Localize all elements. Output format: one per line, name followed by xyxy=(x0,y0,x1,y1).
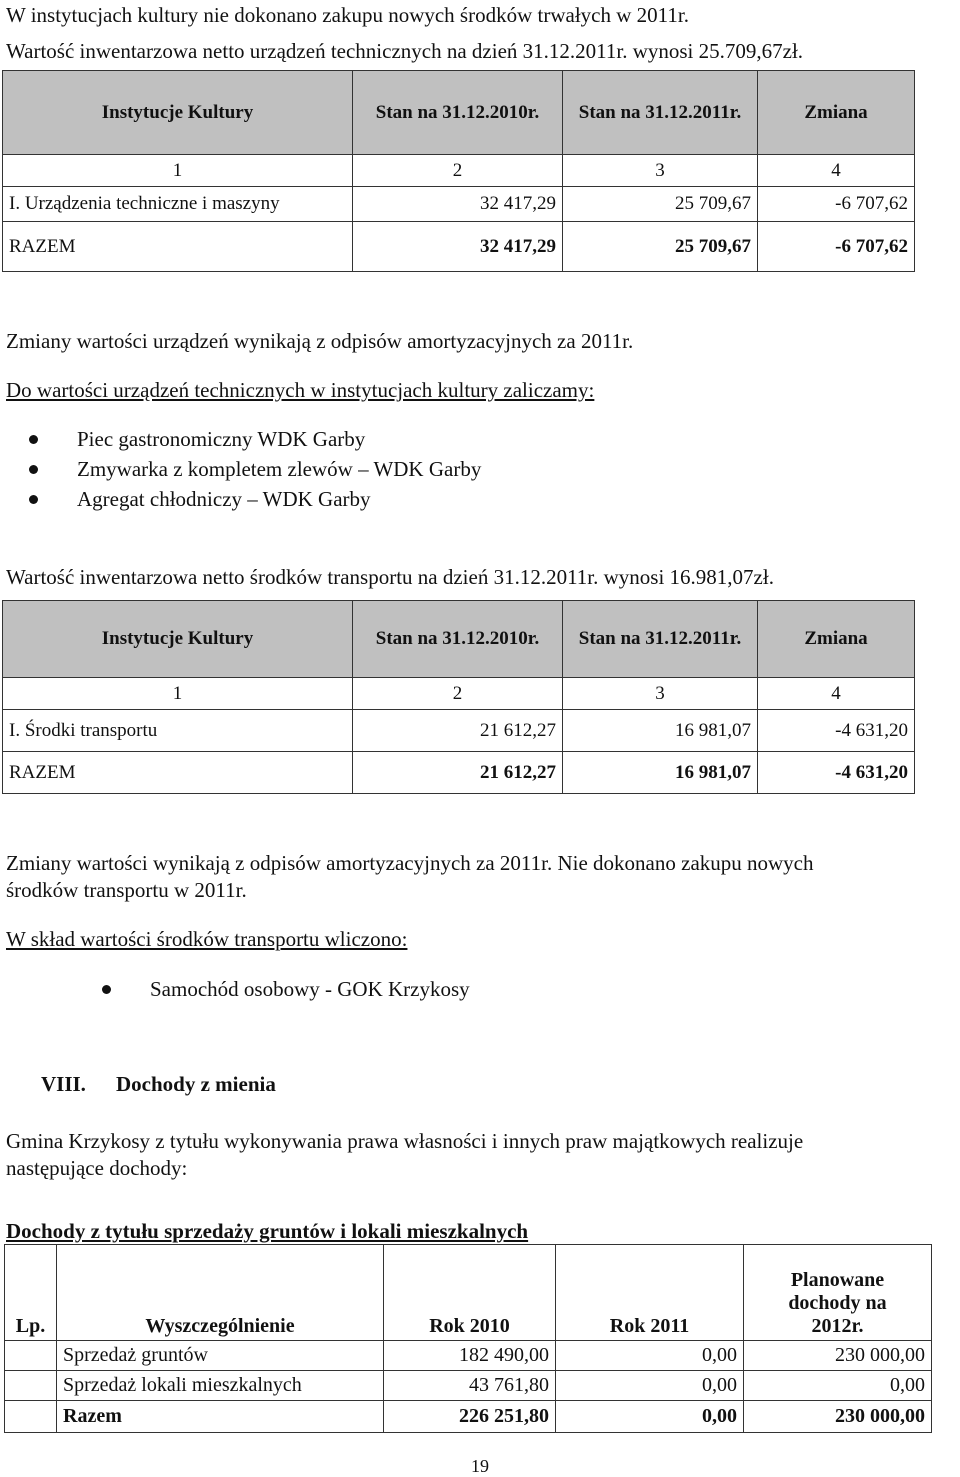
list-heading-transport: W skład wartości środków transportu wliczono: xyxy=(6,927,408,951)
table-total-row xyxy=(3,222,915,272)
list-item: Zmywarka z kompletem zlewów – WDK Garby xyxy=(77,456,481,486)
total-label: Razem xyxy=(57,1401,384,1433)
total-value: -6 707,62 xyxy=(758,222,915,272)
table-caption: Dochody z tytułu sprzedaży gruntów i lokali mieszkalnych xyxy=(6,1219,529,1243)
list-heading-devices: Do wartości urządzeń technicznych w instytucjach kultury zaliczamy: xyxy=(6,378,595,402)
row-value: 32 417,29 xyxy=(353,187,563,222)
header-state-2011: Stan na 31.12.2011r. xyxy=(563,601,758,678)
row-label: Sprzedaż gruntów xyxy=(57,1341,384,1371)
table-header-row xyxy=(3,601,915,678)
header-change: Zmiana xyxy=(758,71,915,155)
col-number: 2 xyxy=(353,155,563,187)
intro-line-1: W instytucjach kultury nie dokonano zakupu nowych środków trwałych w 2011r. xyxy=(6,3,689,27)
list-transport xyxy=(150,976,470,1006)
header-institutions: Instytucje Kultury xyxy=(3,71,353,155)
section-number: VIII. xyxy=(41,1072,86,1096)
table-header-row xyxy=(3,71,915,155)
row-value: 230 000,00 xyxy=(744,1341,932,1371)
col-number: 2 xyxy=(353,678,563,710)
total-label: RAZEM xyxy=(3,752,353,794)
list-item: Piec gastronomiczny WDK Garby xyxy=(77,426,481,456)
total-value: 32 417,29 xyxy=(353,222,563,272)
row-value: 16 981,07 xyxy=(563,710,758,752)
col-number: 3 xyxy=(563,155,758,187)
intro-line-2: Wartość inwentarzowa netto urządzeń technicznych na dzień 31.12.2011r. wynosi 25.709,67zł. xyxy=(6,39,804,63)
table-total-row xyxy=(3,752,915,794)
col-number: 4 xyxy=(758,155,915,187)
table-row xyxy=(5,1341,932,1371)
row-value: 182 490,00 xyxy=(384,1341,556,1371)
bullet-icon xyxy=(29,465,38,474)
row-label: Sprzedaż lokali mieszkalnych xyxy=(57,1371,384,1401)
bullet-icon xyxy=(102,985,111,994)
paragraph-income-2: następujące dochody: xyxy=(6,1156,188,1180)
paragraph-depreciation: Zmiany wartości urządzeń wynikają z odpisów amortyzacyjnych za 2011r. xyxy=(6,329,634,353)
bullet-icon xyxy=(29,435,38,444)
row-value: -4 631,20 xyxy=(758,710,915,752)
header-description: Wyszczególnienie xyxy=(57,1245,384,1341)
row-lp xyxy=(5,1341,57,1371)
bullet-icon xyxy=(29,495,38,504)
section-title: Dochody z mienia xyxy=(116,1072,276,1096)
table-number-row xyxy=(3,155,915,187)
table-income xyxy=(4,1244,932,1433)
total-lp xyxy=(5,1401,57,1433)
total-value: 21 612,27 xyxy=(353,752,563,794)
table-row xyxy=(5,1371,932,1401)
table-total-row xyxy=(5,1401,932,1433)
row-value: 43 761,80 xyxy=(384,1371,556,1401)
list-item: Agregat chłodniczy – WDK Garby xyxy=(77,486,481,516)
header-year-2011: Rok 2011 xyxy=(556,1245,744,1341)
header-year-2010: Rok 2010 xyxy=(384,1245,556,1341)
table-transport xyxy=(2,600,915,794)
row-value: 0,00 xyxy=(556,1341,744,1371)
header-change: Zmiana xyxy=(758,601,915,678)
col-number: 3 xyxy=(563,678,758,710)
col-number: 4 xyxy=(758,678,915,710)
table-devices xyxy=(2,70,915,272)
total-value: 226 251,80 xyxy=(384,1401,556,1433)
total-value: -4 631,20 xyxy=(758,752,915,794)
table-row xyxy=(3,710,915,752)
paragraph-transport-changes-1: Zmiany wartości wynikają z odpisów amortyzacyjnych za 2011r. Nie dokonano zakupu nowych xyxy=(6,851,814,875)
total-value: 230 000,00 xyxy=(744,1401,932,1433)
row-value: 0,00 xyxy=(556,1371,744,1401)
paragraph-transport-changes-2: środków transportu w 2011r. xyxy=(6,878,247,902)
list-devices xyxy=(77,426,481,516)
table-row xyxy=(3,187,915,222)
header-lp: Lp. xyxy=(5,1245,57,1341)
row-label: I. Urządzenia techniczne i maszyny xyxy=(3,187,353,222)
col-number: 1 xyxy=(3,155,353,187)
paragraph-income-1: Gmina Krzykosy z tytułu wykonywania prawa własności i innych praw majątkowych realizuje xyxy=(6,1129,804,1153)
total-value: 16 981,07 xyxy=(563,752,758,794)
total-label: RAZEM xyxy=(3,222,353,272)
row-lp xyxy=(5,1371,57,1401)
row-value: 21 612,27 xyxy=(353,710,563,752)
row-value: 0,00 xyxy=(744,1371,932,1401)
header-state-2011: Stan na 31.12.2011r. xyxy=(563,71,758,155)
header-institutions: Instytucje Kultury xyxy=(3,601,353,678)
row-value: 25 709,67 xyxy=(563,187,758,222)
col-number: 1 xyxy=(3,678,353,710)
table-number-row xyxy=(3,678,915,710)
paragraph-transport-value: Wartość inwentarzowa netto środków transportu na dzień 31.12.2011r. wynosi 16.981,07zł. xyxy=(6,565,774,589)
table-header-row xyxy=(5,1245,932,1341)
list-item: Samochód osobowy - GOK Krzykosy xyxy=(150,976,470,1006)
header-state-2010: Stan na 31.12.2010r. xyxy=(353,601,563,678)
row-value: -6 707,62 xyxy=(758,187,915,222)
page-number: 19 xyxy=(471,1456,489,1476)
header-planned-2012: Planowane dochody na 2012r. xyxy=(744,1245,932,1341)
total-value: 25 709,67 xyxy=(563,222,758,272)
header-state-2010: Stan na 31.12.2010r. xyxy=(353,71,563,155)
row-label: I. Środki transportu xyxy=(3,710,353,752)
total-value: 0,00 xyxy=(556,1401,744,1433)
